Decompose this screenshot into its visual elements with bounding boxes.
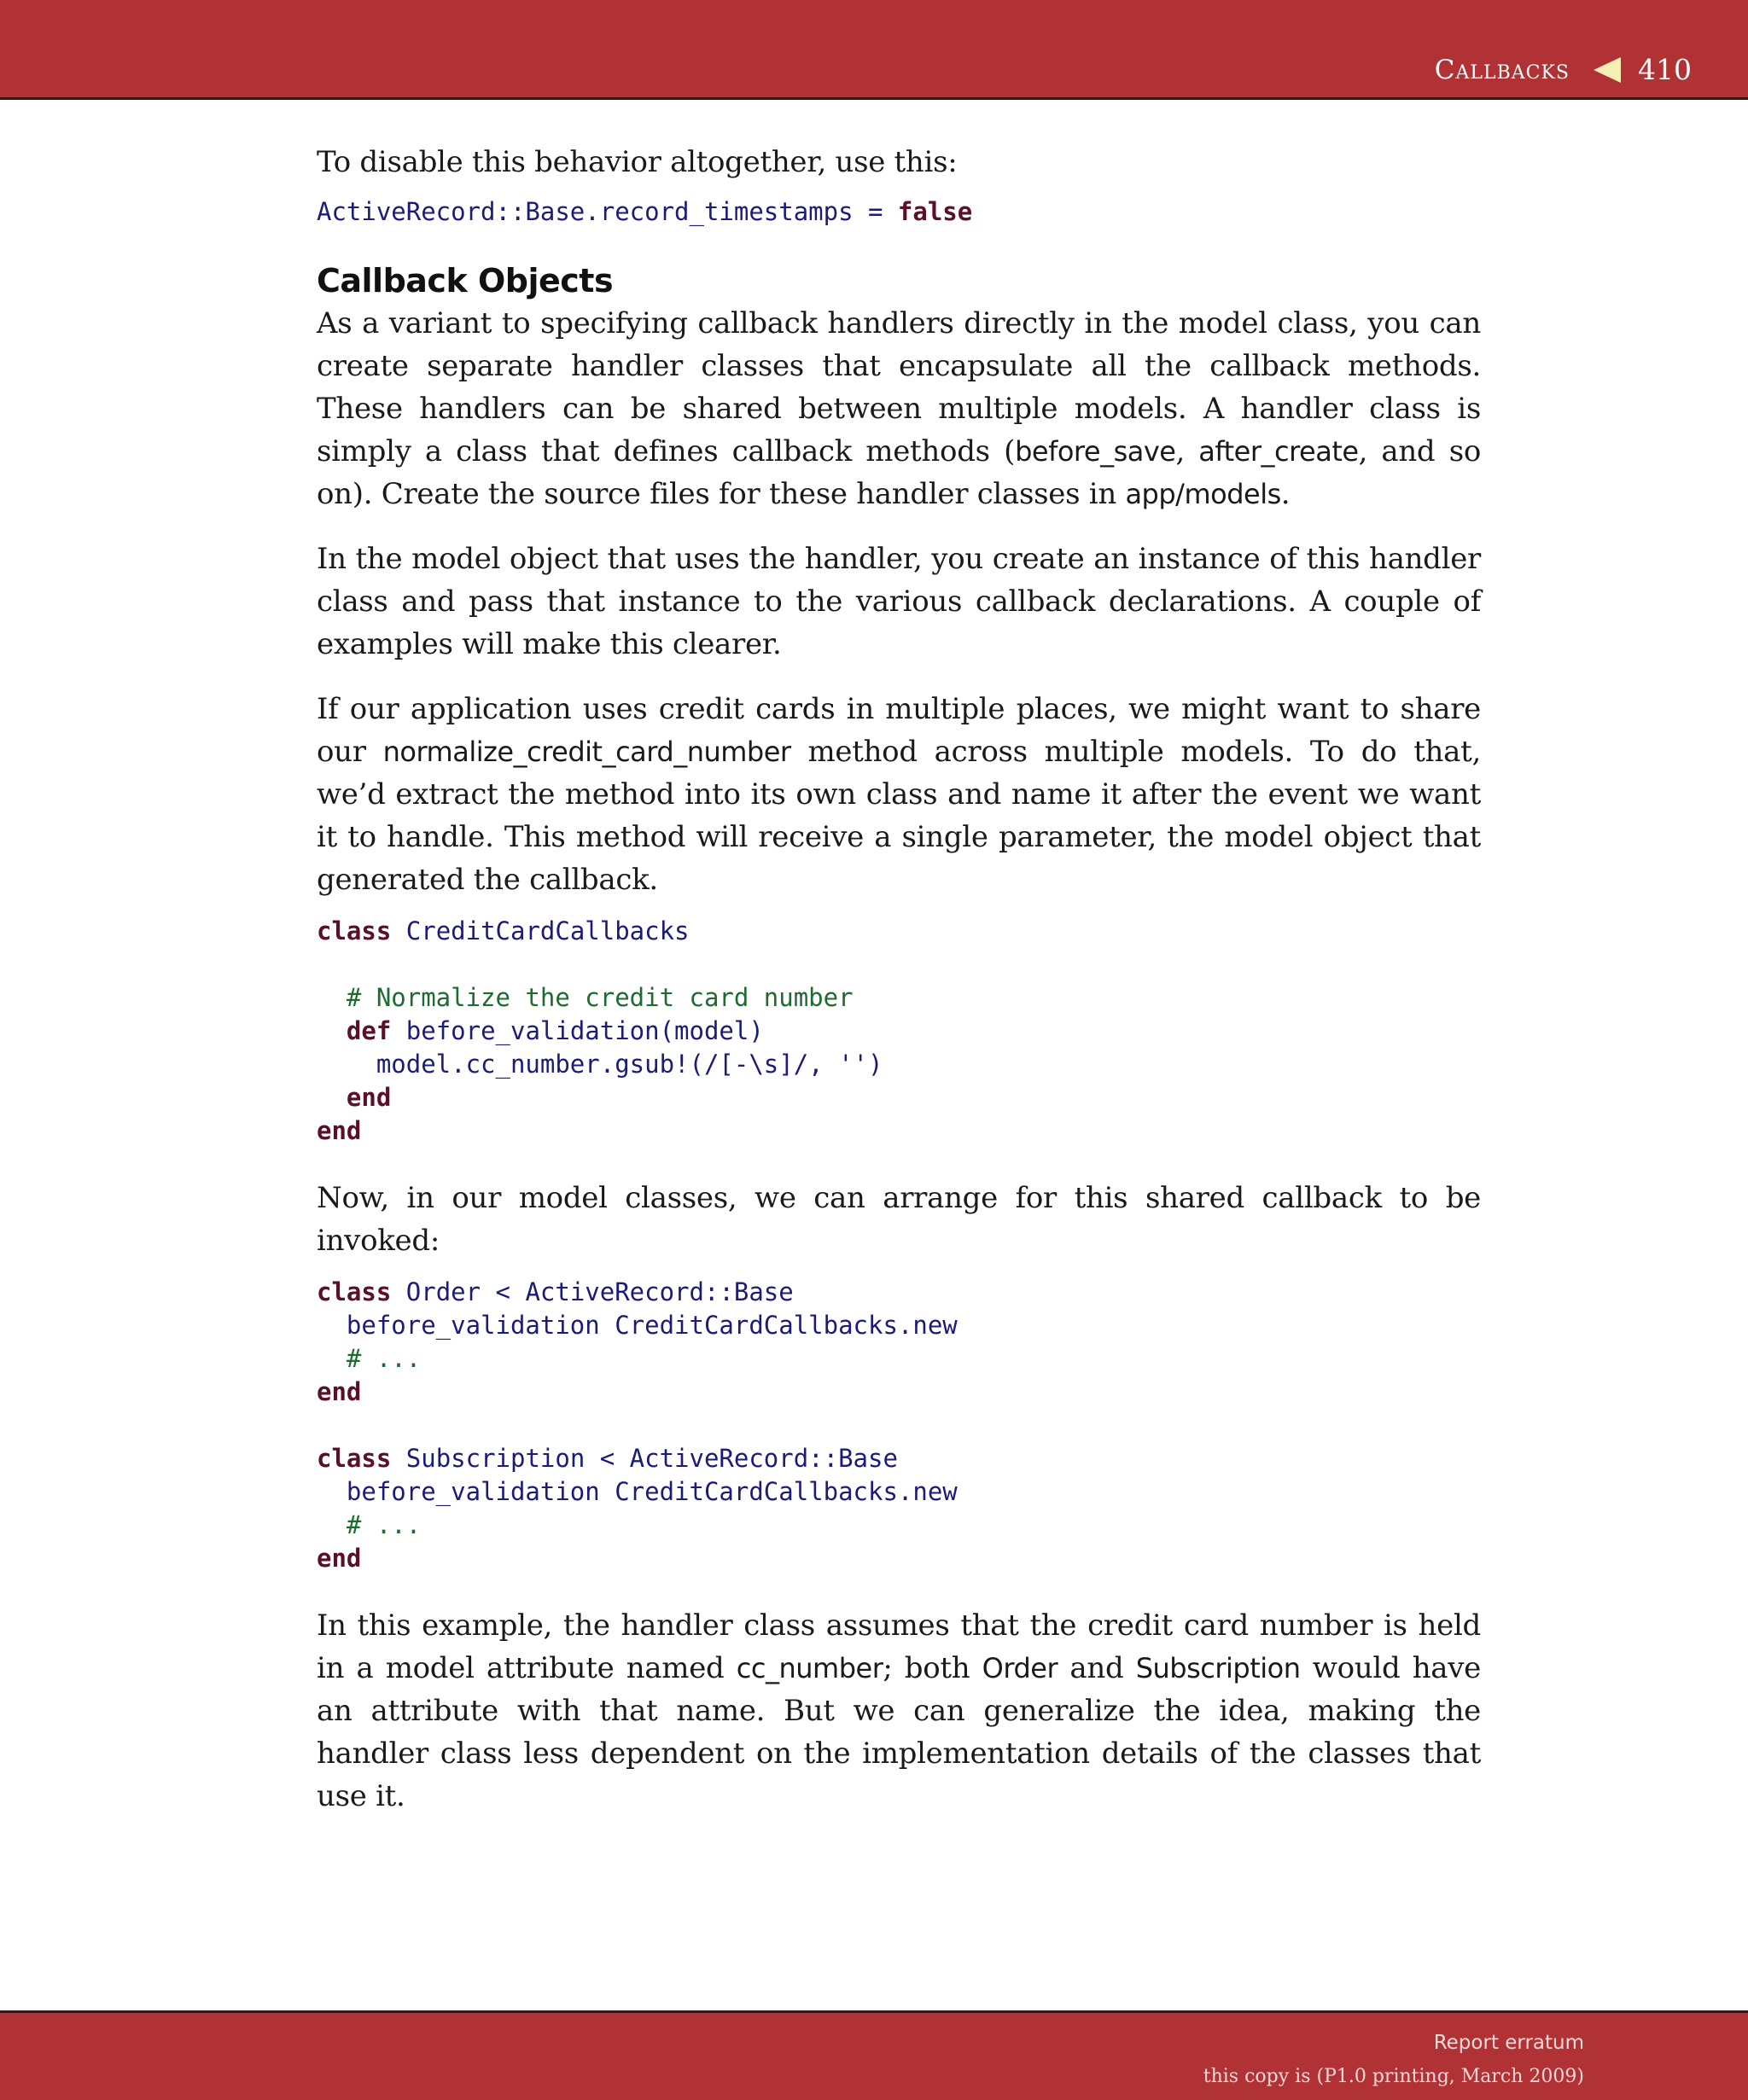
paragraph-4: Now, in our model classes, we can arrange for this shared callback to be invoked: xyxy=(317,1181,1481,1258)
paragraph-2: In the model object that uses the handler, you create an instance of this handler class and pass that instance to the various callback declarations. A couple of examples will make this clearer. xyxy=(317,542,1481,661)
code-line: Order < ActiveRecord::Base xyxy=(391,1277,794,1306)
code-comment: # ... xyxy=(317,1344,422,1373)
code-line: before_validation CreditCardCallbacks.new xyxy=(317,1311,958,1340)
paragraph-5 xyxy=(317,1604,1481,1818)
text-span: ; both xyxy=(883,1651,982,1685)
code-comment: # Normalize the credit card number xyxy=(317,983,854,1012)
code-ref: Order xyxy=(982,1652,1058,1684)
back-arrow-icon[interactable] xyxy=(1594,57,1621,83)
code-keyword: end xyxy=(317,1083,392,1112)
code-comment: # ... xyxy=(317,1510,422,1539)
code-ref: after_create xyxy=(1198,435,1359,468)
text-span: method across multiple models. To do that, we’d extract the method into its own class and name it after the event we want it to handle. This method will receive a single parameter, the model object that generated the callback. xyxy=(317,735,1481,897)
code-line: before_validation(model) xyxy=(391,1016,764,1045)
text-span: would have an attribute with that name. But we can generalize the idea, making the handler class less dependent on the implementation details of the classes that use it. xyxy=(317,1651,1481,1813)
code-identifier: ActiveRecord::Base.record_timestamps = xyxy=(317,197,898,226)
code-line: CreditCardCallbacks xyxy=(391,916,690,945)
section-heading: Callback Objects xyxy=(317,262,614,300)
code-block-timestamps xyxy=(317,195,1481,229)
text-span: As a variant to specifying callback handlers directly in the model class, you can create separate handler classes that encapsulate all the callback methods. These handlers can be shared between multiple models. A handler class is simply a class that defines callback methods ( xyxy=(317,306,1481,468)
code-keyword: class xyxy=(317,916,392,945)
code-ref: Subscription xyxy=(1135,1652,1301,1684)
text-span: If our application uses credit cards in multiple places, we might want to share our xyxy=(317,692,1481,769)
code-ref: before_save xyxy=(1015,435,1176,468)
code-keyword: false xyxy=(897,197,973,226)
code-keyword: end xyxy=(317,1544,362,1573)
code-ref: app/models xyxy=(1125,478,1281,510)
code-block-credit-card-callbacks xyxy=(317,915,1481,1148)
header-nav xyxy=(1435,53,1692,86)
copy-note: this copy is (P1.0 printing, March 2009) xyxy=(1203,2066,1584,2087)
text-span: In this example, the handler class assumes that the credit card number is held in a model attribute named xyxy=(317,1608,1481,1685)
code-keyword: end xyxy=(317,1116,362,1145)
page-header xyxy=(0,0,1748,100)
text-span: . xyxy=(1280,477,1291,511)
paragraph-1 xyxy=(317,302,1481,515)
text-span: and xyxy=(1058,1651,1136,1685)
code-ref: cc_number xyxy=(736,1652,883,1684)
code-ref: normalize_credit_card_number xyxy=(382,736,791,768)
page-content xyxy=(317,141,1481,1840)
code-keyword: class xyxy=(317,1444,392,1473)
code-keyword: def xyxy=(317,1016,392,1045)
code-line: before_validation CreditCardCallbacks.new xyxy=(317,1477,958,1506)
page-number: 410 xyxy=(1638,53,1692,86)
code-keyword: end xyxy=(317,1377,362,1406)
section-title: Callbacks xyxy=(1434,54,1570,85)
paragraph-3 xyxy=(317,688,1481,901)
text-span: , and so on). Create the source files for these handler classes in xyxy=(317,434,1482,511)
code-line: Subscription < ActiveRecord::Base xyxy=(391,1444,898,1473)
code-keyword: class xyxy=(317,1277,392,1306)
page-footer xyxy=(0,2010,1748,2100)
code-line: model.cc_number.gsub!(/[-\s]/, '') xyxy=(317,1050,883,1079)
code-block-model-classes xyxy=(317,1276,1481,1575)
text-span: , xyxy=(1175,434,1199,468)
report-erratum-link[interactable]: Report erratum xyxy=(1433,2032,1584,2054)
intro-paragraph: To disable this behavior altogether, use this: xyxy=(317,145,958,179)
